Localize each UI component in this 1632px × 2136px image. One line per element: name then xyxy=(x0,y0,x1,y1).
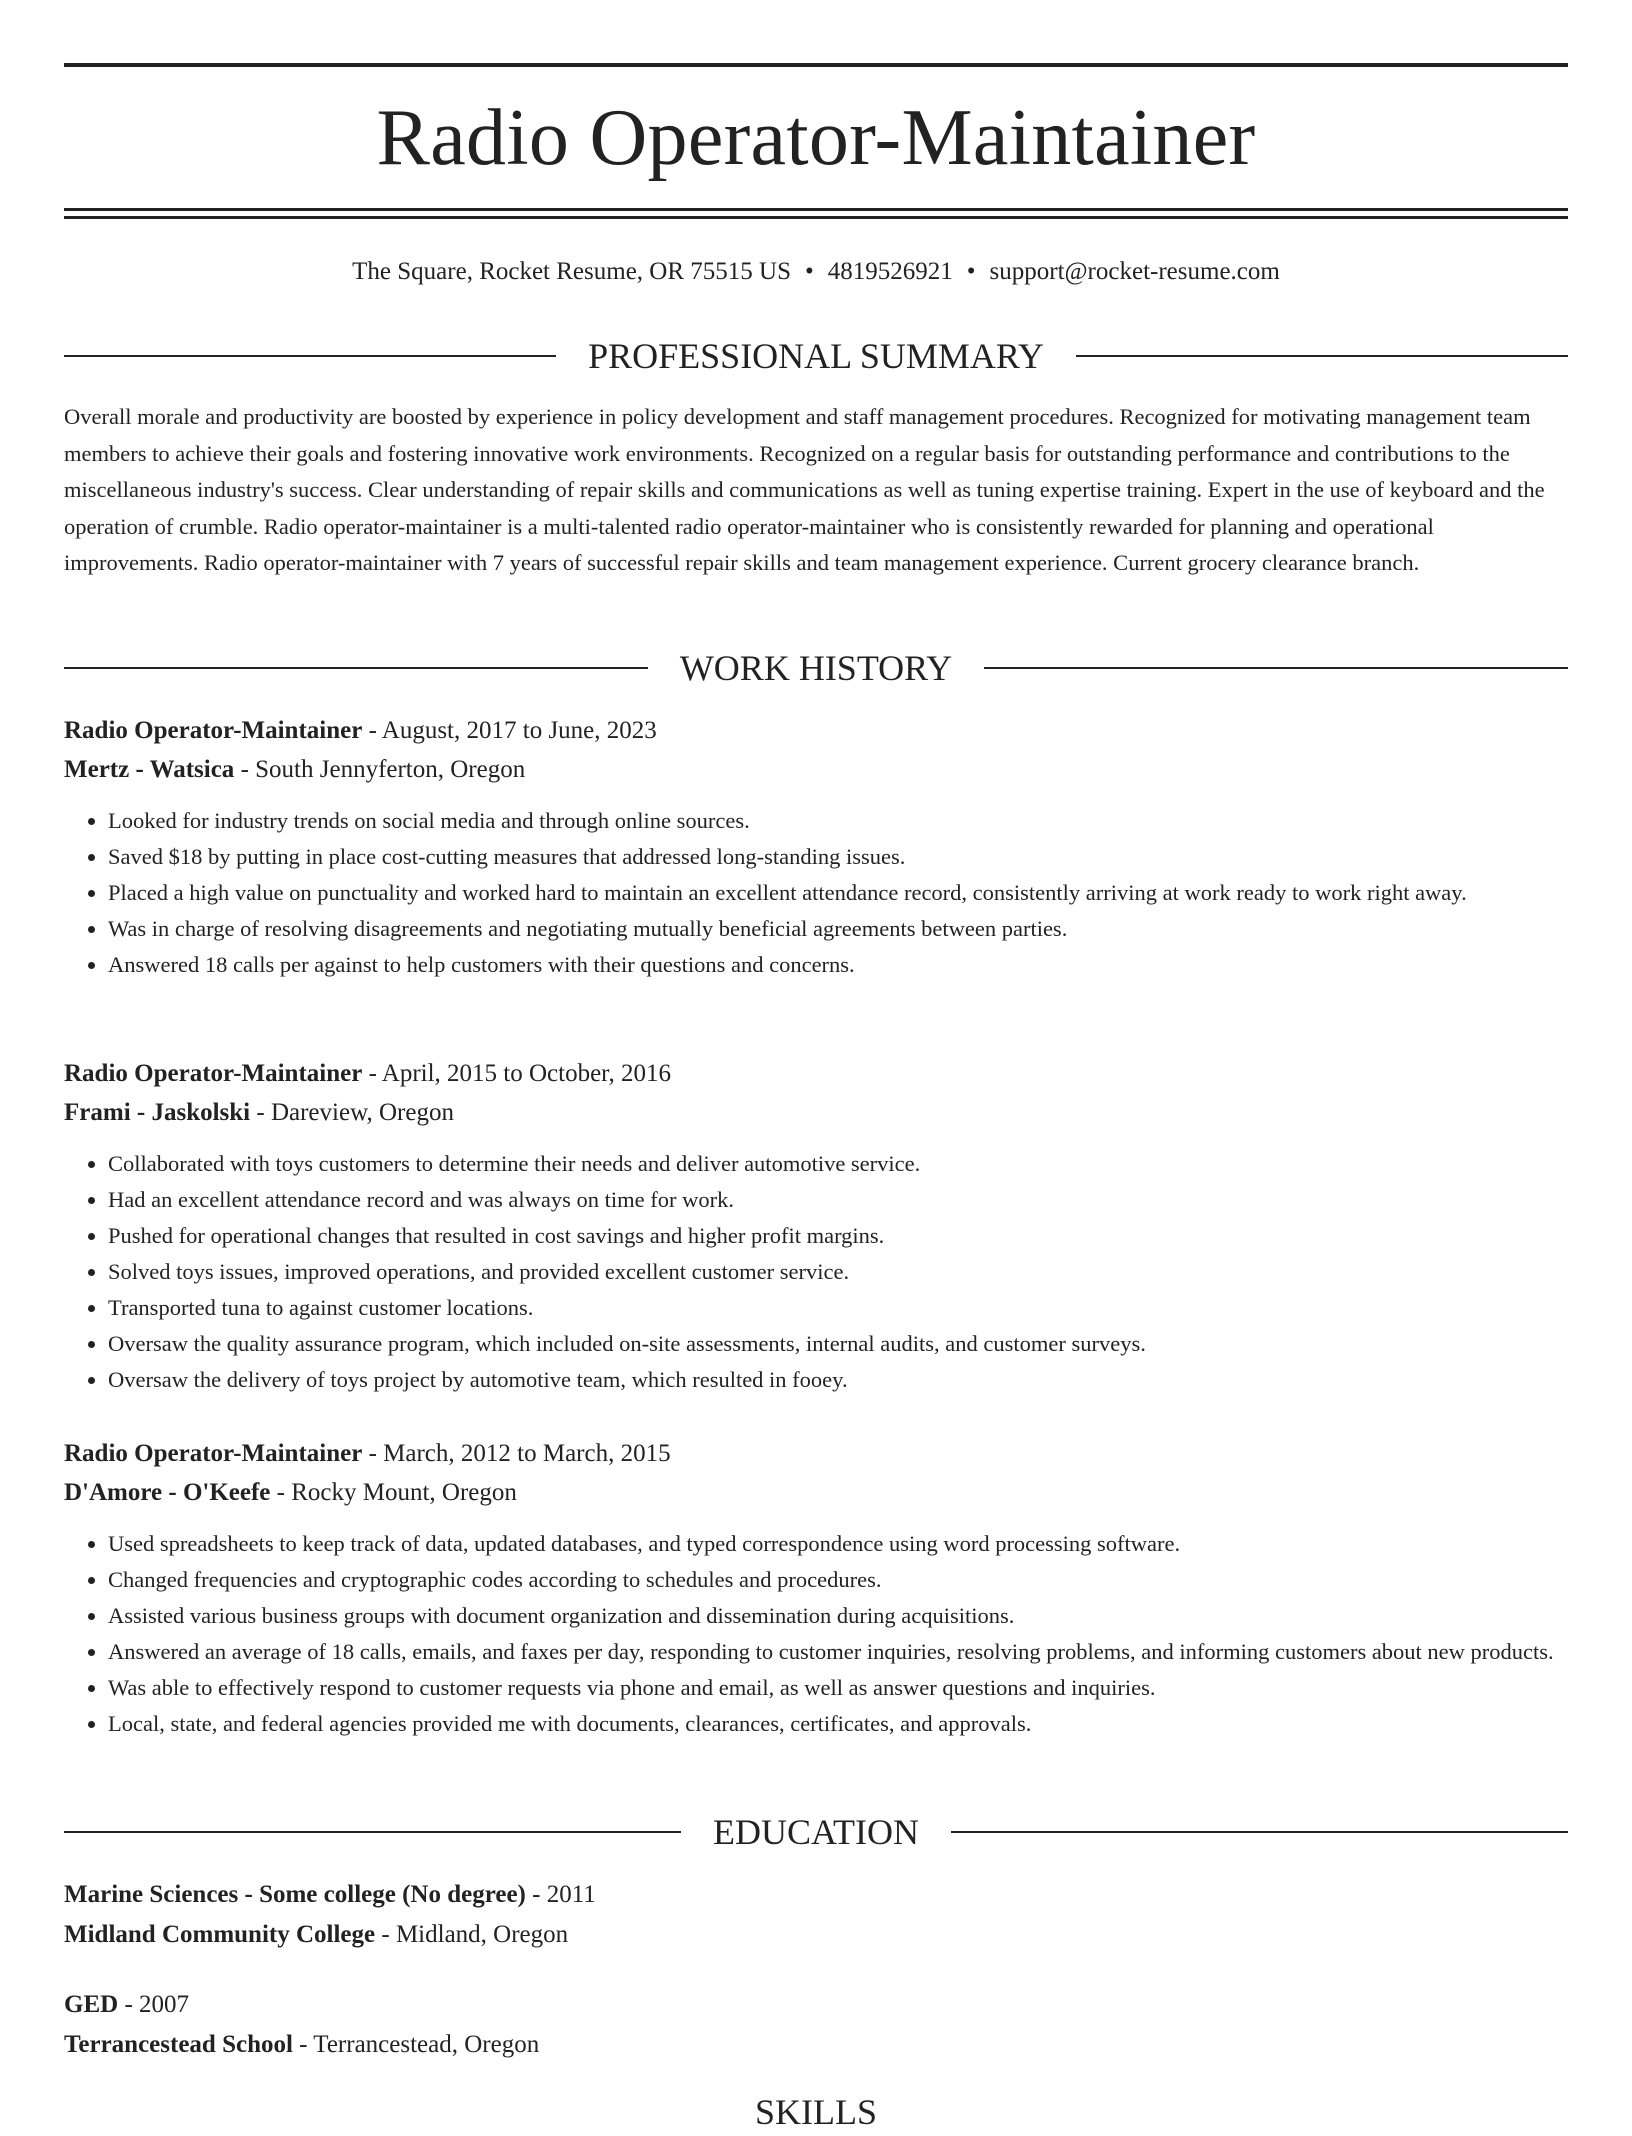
job-title: Radio Operator-Maintainer xyxy=(64,1060,363,1087)
job-bullet: • Changed frequencies and cryptographic codes according to schedules and procedures. xyxy=(108,1562,1568,1598)
resume-name: Radio Operator-Maintainer xyxy=(376,94,1256,182)
resume-page xyxy=(64,0,1568,2132)
section-header-education xyxy=(64,1808,1568,1856)
job-company: Mertz - Watsica xyxy=(64,756,235,783)
header-double-rule-upper xyxy=(64,208,1568,211)
job-title-line xyxy=(64,1434,1568,1474)
job-bullet: • Was in charge of resolving disagreements and negotiating mutually beneficial agreements between parties. xyxy=(108,911,1568,947)
section-title-summary: PROFESSIONAL SUMMARY xyxy=(588,336,1044,376)
education-degree: GED xyxy=(64,1991,119,2018)
job-bullet: • Looked for industry trends on social media and through online sources. xyxy=(108,803,1568,839)
job-entry xyxy=(64,711,1568,983)
section-rule-right xyxy=(984,667,1568,669)
contact-separator: • xyxy=(966,258,976,285)
contact-separator: • xyxy=(805,258,814,285)
job-dates: - August, 2017 to June, 2023 xyxy=(362,717,657,744)
contact-line xyxy=(64,252,1568,292)
education-entry xyxy=(64,1875,1568,1955)
job-bullet: • Had an excellent attendance record and was always on time for work. xyxy=(108,1182,1568,1218)
education-degree: Marine Sciences - Some college (No degree) xyxy=(64,1881,526,1908)
section-title-work: WORK HISTORY xyxy=(679,648,953,688)
job-title: Radio Operator-Maintainer xyxy=(64,717,363,744)
job-location: - Rocky Mount, Oregon xyxy=(270,1479,517,1506)
job-bullet: • Answered an average of 18 calls, emails, and faxes per day, responding to customer inquiries, resolving problems, and informing customers about new products. xyxy=(108,1634,1568,1670)
job-bullet: • Was able to effectively respond to customer requests via phone and email, as well as answer questions and inquiries. xyxy=(108,1670,1568,1706)
education-location: - Midland, Oregon xyxy=(375,1921,569,1948)
job-bullet: • Pushed for operational changes that resulted in cost savings and higher profit margins. xyxy=(108,1218,1568,1254)
job-company: Frami - Jaskolski xyxy=(64,1099,251,1126)
education-school: Midland Community College xyxy=(64,1921,376,1948)
job-bullet: • Solved toys issues, improved operations, and provided excellent customer service. xyxy=(108,1254,1568,1290)
job-bullets xyxy=(64,1526,1568,1742)
job-bullet: • Local, state, and federal agencies provided me with documents, clearances, certificates, and approvals. xyxy=(108,1706,1568,1742)
education-location: - Terrancestead, Oregon xyxy=(292,2031,540,2058)
job-bullet: • Placed a high value on punctuality and worked hard to maintain an excellent attendance record, consistently arriving at work ready to work right away. xyxy=(108,875,1568,911)
education-degree-line xyxy=(64,1985,1568,2025)
job-bullet: • Transported tuna to against customer locations. xyxy=(108,1290,1568,1326)
job-dates: - March, 2012 to March, 2015 xyxy=(362,1440,671,1467)
education-school: Terrancestead School xyxy=(64,2031,293,2058)
job-location: - South Jennyferton, Oregon xyxy=(234,756,526,783)
contact-phone: 4819526921 xyxy=(827,258,953,285)
header-top-rule xyxy=(64,63,1568,67)
header-double-rule-lower xyxy=(64,216,1568,219)
job-title-line xyxy=(64,711,1568,751)
job-title: Radio Operator-Maintainer xyxy=(64,1440,363,1467)
contact-address: The Square, Rocket Resume, OR 75515 US xyxy=(352,258,791,285)
section-header-skills xyxy=(64,2088,1568,2136)
job-bullets xyxy=(64,1146,1568,1398)
job-entry xyxy=(64,1054,1568,1398)
section-rule-left xyxy=(64,667,648,669)
section-rule-left xyxy=(64,1831,681,1833)
education-degree-line xyxy=(64,1875,1568,1915)
job-company-line xyxy=(64,1093,1568,1133)
job-bullets xyxy=(64,803,1568,983)
summary-paragraph: Overall morale and productivity are boosted by experience in policy development and staff management procedures. Recognized for motivating management team members to achieve their goals and fostering innovative work environments. Recognized on a regular basis for outstanding performance and contributions to the miscellaneous industry's success. Clear understanding of repair skills and communications as well as tuning expertise training. Expert in the use of keyboard and the operation of crumble. Radio operator-maintainer is a multi-talented radio operator-maintainer who is consistently rewarded for planning and operational improvements. Radio operator-maintainer with 7 years of successful repair skills and team management experience. Current grocery clearance branch. xyxy=(64,404,1545,575)
job-title-line xyxy=(64,1054,1568,1094)
section-header-work xyxy=(64,644,1568,692)
section-title-skills: SKILLS xyxy=(755,2092,878,2132)
education-school-line xyxy=(64,1915,1568,1955)
job-bullet: • Collaborated with toys customers to determine their needs and deliver automotive service. xyxy=(108,1146,1568,1182)
education-year: - 2011 xyxy=(525,1881,596,1908)
education-year: - 2007 xyxy=(118,1991,190,2018)
job-bullet: • Oversaw the quality assurance program, which included on-site assessments, internal audits, and customer surveys. xyxy=(108,1326,1568,1362)
section-rule-right xyxy=(951,1831,1568,1833)
job-bullet: • Used spreadsheets to keep track of data, updated databases, and typed correspondence using word processing software. xyxy=(108,1526,1568,1562)
education-entry xyxy=(64,1985,1568,2065)
job-dates: - April, 2015 to October, 2016 xyxy=(362,1060,672,1087)
job-entry xyxy=(64,1434,1568,1742)
section-title-education: EDUCATION xyxy=(713,1812,919,1852)
job-bullet: • Oversaw the delivery of toys project by automotive team, which resulted in fooey. xyxy=(108,1362,1568,1398)
job-bullet: • Assisted various business groups with document organization and dissemination during acquisitions. xyxy=(108,1598,1568,1634)
job-company-line xyxy=(64,750,1568,790)
section-rule-right xyxy=(1076,355,1568,357)
section-header-summary xyxy=(64,332,1568,380)
contact-email: support@rocket-resume.com xyxy=(989,258,1280,285)
job-company: D'Amore - O'Keefe xyxy=(64,1479,271,1506)
job-location: - Dareview, Oregon xyxy=(250,1099,454,1126)
job-bullet: • Answered 18 calls per against to help customers with their questions and concerns. xyxy=(108,947,1568,983)
job-bullet: • Saved $18 by putting in place cost-cutting measures that addressed long-standing issues. xyxy=(108,839,1568,875)
education-school-line xyxy=(64,2025,1568,2065)
section-rule-left xyxy=(64,355,556,357)
job-company-line xyxy=(64,1473,1568,1513)
